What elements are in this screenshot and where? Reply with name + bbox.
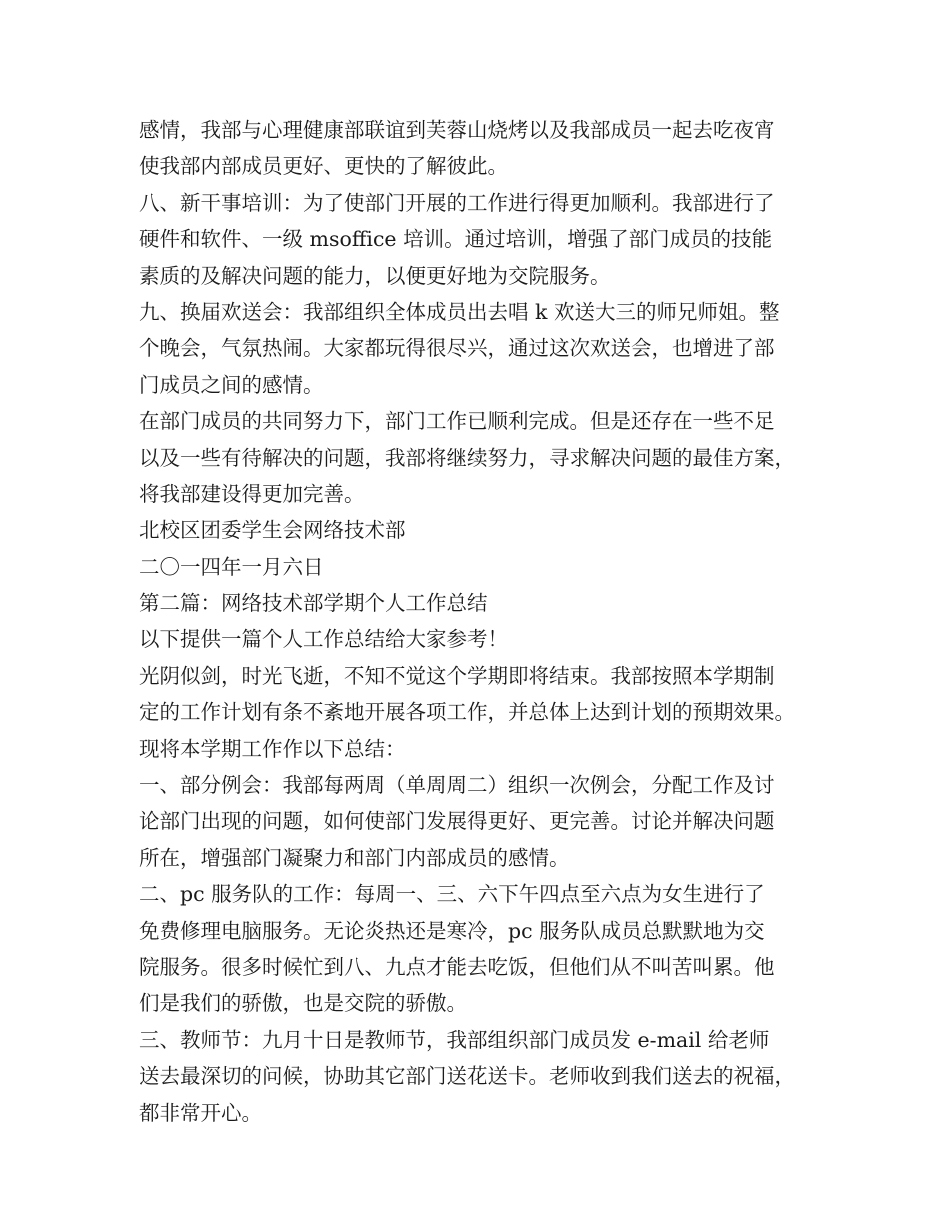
text-line: 光阴似剑，时光飞逝，不知不觉这个学期即将结束。我部按照本学期制 [139,663,775,688]
signature-date: 二〇一四年一月六日 [139,554,324,579]
text-line: 院服务。很多时候忙到八、九点才能去吃饭，但他们从不叫苦叫累。他 [139,954,775,979]
text-line: 定的工作计划有条不紊地开展各项工作，并总体上达到计划的预期效果。 [139,700,795,725]
text-line: 硬件和软件、一级 msoffice 培训。通过培训，增强了部门成员的技能 [139,227,773,252]
text-line: 一、部分例会：我部每两周（单周周二）组织一次例会，分配工作及讨 [139,773,775,798]
text-line: 以及一些有待解决的问题，我部将继续努力，寻求解决问题的最佳方案， [139,445,795,470]
text-line: 门成员之间的感情。 [139,372,324,397]
text-line: 免费修理电脑服务。无论炎热还是寒冷，pc 服务队成员总默默地为交 [139,918,765,943]
text-line: 三、教师节：九月十日是教师节，我部组织部门成员发 e-mail 给老师 [139,1027,770,1052]
section-heading: 第二篇：网络技术部学期个人工作总结 [139,591,488,616]
text-line: 感情，我部与心理健康部联谊到芙蓉山烧烤以及我部成员一起去吃夜宵 [139,118,775,142]
signature-department: 北校区团委学生会网络技术部 [139,518,406,543]
text-line: 在部门成员的共同努力下，部门工作已顺利完成。但是还存在一些不足 [139,409,775,434]
text-line: 将我部建设得更加完善。 [139,481,365,506]
text-line: 现将本学期工作作以下总结： [139,736,406,761]
text-line: 以下提供一篇个人工作总结给大家参考！ [139,627,508,652]
text-line: 个晚会，气氛热闹。大家都玩得很尽兴，通过这次欢送会，也增进了部 [139,336,775,361]
text-line: 所在，增强部门凝聚力和部门内部成员的感情。 [139,845,570,870]
text-line: 九、换届欢送会：我部组织全体成员出去唱 k 欢送大三的师兄师姐。整 [139,299,780,324]
text-line: 素质的及解决问题的能力，以便更好地为交院服务。 [139,263,611,288]
text-line: 都非常开心。 [139,1100,262,1125]
document-body [139,112,839,1131]
text-line: 送去最深切的问候，协助其它部门送花送卡。老师收到我们送去的祝福， [139,1064,795,1089]
text-line: 们是我们的骄傲，也是交院的骄傲。 [139,991,467,1016]
text-line: 论部门出现的问题，如何使部门发展得更好、更完善。讨论并解决问题 [139,809,775,834]
text-line: 使我部内部成员更好、更快的了解彼此。 [139,154,508,179]
text-line: 八、新干事培训：为了使部门开展的工作进行得更加顺利。我部进行了 [139,190,775,215]
text-line: 二、pc 服务队的工作：每周一、三、六下午四点至六点为女生进行了 [139,882,765,907]
